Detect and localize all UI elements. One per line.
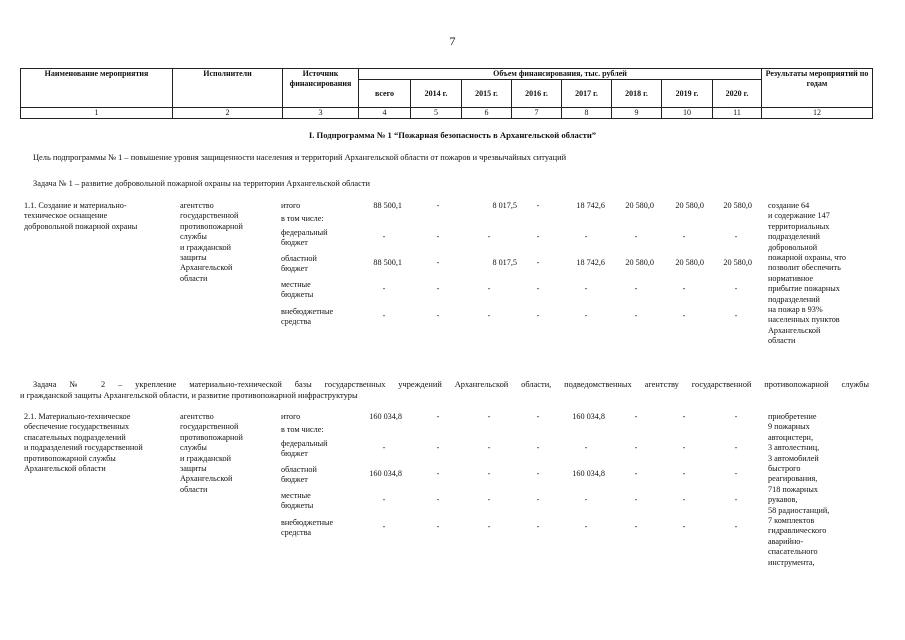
source-label-line: областной: [281, 254, 317, 263]
value-cell: [342, 201, 402, 211]
header-year: 2018 г.: [612, 80, 662, 108]
value-cell-line: -: [634, 522, 638, 531]
measure-executors-line: защиты: [180, 253, 207, 263]
measure-executors-line: службы: [180, 443, 207, 453]
value-cell: [626, 311, 646, 321]
source-label: [281, 425, 356, 435]
value-cell-line: 160 034,8: [572, 412, 605, 421]
value-cell-line: -: [634, 495, 638, 504]
measure-result-line: 58 радиостанций,: [768, 505, 830, 515]
value-cell: [428, 258, 448, 268]
measure-result-line: подразделений: [768, 294, 820, 304]
value-cell-line: -: [382, 232, 386, 241]
value-cell: [576, 443, 596, 453]
measure-result-line: нормативное: [768, 273, 814, 283]
value-cell-line: -: [634, 284, 638, 293]
measure-result-line: области: [768, 336, 796, 346]
measure-executors: [180, 201, 275, 284]
value-cell-line: -: [382, 522, 386, 531]
value-cell: [374, 443, 394, 453]
col-number: 11: [713, 108, 762, 119]
header-volume: Объем финансирования, тыс. рублей: [359, 69, 762, 80]
measure-result-line: пожарной охраны, что: [768, 253, 846, 263]
value-cell: [692, 258, 752, 268]
measure-executors-line: государственной: [180, 211, 239, 221]
source-label: [281, 491, 356, 512]
source-label-line: бюджет: [281, 264, 308, 274]
value-cell-line: -: [382, 284, 386, 293]
measure-executors-line: агентство: [180, 201, 214, 210]
measure-result-line: создание 64: [768, 201, 810, 210]
value-cell: [479, 443, 499, 453]
value-cell-line: -: [436, 522, 440, 531]
value-cell-line: -: [682, 284, 686, 293]
value-cell: [428, 284, 448, 294]
value-cell: [576, 232, 596, 242]
value-cell-line: -: [436, 258, 440, 267]
header-year: 2016 г.: [512, 80, 562, 108]
value-cell: [374, 522, 394, 532]
value-cell-line: -: [487, 495, 491, 504]
source-label: [281, 307, 356, 328]
measure-name-line: добровольной пожарной охраны: [24, 221, 138, 231]
value-cell: [626, 412, 646, 422]
value-cell-line: -: [382, 311, 386, 320]
value-cell: [674, 412, 694, 422]
value-cell: [374, 284, 394, 294]
source-label-line: федеральный: [281, 439, 328, 448]
value-cell: [576, 311, 596, 321]
value-cell-line: -: [487, 232, 491, 241]
value-cell: [626, 495, 646, 505]
value-cell-line: 20 580,0: [723, 258, 752, 267]
value-cell-line: -: [734, 232, 738, 241]
value-cell: [428, 469, 448, 479]
measure-result-line: рукавов,: [768, 495, 798, 505]
col-number: 8: [562, 108, 612, 119]
measure-executors-line: Архангельской: [180, 474, 233, 484]
value-cell-line: -: [734, 495, 738, 504]
value-cell: [674, 522, 694, 532]
value-cell-line: -: [536, 232, 540, 241]
measure-result-line: гидравлического: [768, 526, 827, 536]
source-label-line: итого: [281, 412, 301, 421]
value-cell: [576, 284, 596, 294]
value-cell-line: -: [536, 258, 540, 267]
value-cell: [428, 495, 448, 505]
col-number: 9: [612, 108, 662, 119]
measure-result-line: добровольной: [768, 242, 818, 252]
measure-result-line: прибытие пожарных: [768, 284, 840, 294]
value-cell-line: -: [584, 443, 588, 452]
value-cell-line: 88 500,1: [373, 201, 402, 210]
value-cell: [374, 311, 394, 321]
measure-executors-line: Архангельской: [180, 263, 233, 273]
value-cell: [528, 311, 548, 321]
value-cell-line: -: [436, 201, 440, 210]
source-label-line: бюджет: [281, 475, 308, 485]
measure-name-line: 2.1. Материально-техническое: [24, 412, 131, 421]
value-cell-line: -: [682, 412, 686, 421]
value-cell-line: -: [487, 469, 491, 478]
value-cell-line: -: [682, 469, 686, 478]
value-cell-line: -: [536, 443, 540, 452]
value-cell-line: 88 500,1: [373, 258, 402, 267]
value-cell: [726, 232, 746, 242]
value-cell: [479, 469, 499, 479]
value-cell-line: -: [436, 469, 440, 478]
source-label-line: бюджет: [281, 238, 308, 248]
measure-executors-line: агентство: [180, 412, 214, 421]
section-title: I. Подпрограмма № 1 “Пожарная безопасность в Архангельской области”: [308, 130, 597, 140]
value-cell: [626, 232, 646, 242]
value-cell: [428, 522, 448, 532]
header-source: Источник финансирования: [283, 69, 359, 108]
measure-executors-line: и гражданской: [180, 242, 232, 252]
value-cell-line: -: [536, 469, 540, 478]
value-cell: [626, 522, 646, 532]
header-name: Наименование мероприятия: [21, 69, 173, 108]
value-cell-line: 8 017,5: [492, 258, 517, 267]
measure-executors-line: противопожарной: [180, 432, 243, 442]
value-cell: [528, 284, 548, 294]
measure-result-line: аварийно-: [768, 536, 804, 546]
measure-result-line: реагирования,: [768, 474, 818, 484]
value-cell-line: -: [584, 495, 588, 504]
value-cell-line: -: [634, 232, 638, 241]
col-number: 7: [512, 108, 562, 119]
source-label-line: итого: [281, 201, 301, 210]
value-cell: [692, 201, 752, 211]
value-cell: [674, 232, 694, 242]
measure-result-line: подразделений: [768, 232, 820, 242]
value-cell: [428, 412, 448, 422]
value-cell-line: -: [436, 311, 440, 320]
measure-name-line: Архангельской области: [24, 464, 106, 474]
value-cell-line: -: [682, 522, 686, 531]
measure-executors-line: государственной: [180, 422, 239, 432]
measure-result-line: инструмента,: [768, 557, 815, 567]
source-label-line: областной: [281, 465, 317, 474]
value-cell-line: -: [536, 495, 540, 504]
source-label-line: бюджет: [281, 449, 308, 459]
source-label-line: бюджеты: [281, 290, 314, 300]
source-label-line: внебюджетные: [281, 307, 334, 316]
source-label: [281, 280, 356, 301]
header-table: [20, 68, 873, 119]
header-results: Результаты мероприятий по годам: [762, 69, 873, 108]
header-year: 2019 г.: [662, 80, 713, 108]
value-cell-line: -: [536, 201, 540, 210]
value-cell: [726, 495, 746, 505]
task2-text-line1: Задача № 2 – укрепление материально-технической базы государственных учреждений Архангельской области, подведомственных агентству государственной противопожарной службы: [33, 380, 869, 389]
value-cell: [428, 311, 448, 321]
measure-result-line: на пожар в 93%: [768, 305, 823, 315]
column-numbers-row: [21, 108, 873, 119]
value-cell: [479, 412, 499, 422]
value-cell-line: -: [734, 412, 738, 421]
value-cell-line: -: [634, 443, 638, 452]
value-cell-line: -: [734, 522, 738, 531]
measure-result-line: населенных пунктов: [768, 315, 840, 325]
value-cell: [726, 443, 746, 453]
measure-result-line: 718 пожарных: [768, 484, 818, 494]
measure-name-line: 1.1. Создание и материально-: [24, 201, 127, 210]
measure-result-line: 9 пожарных: [768, 422, 810, 432]
measure-executors-line: и гражданской: [180, 453, 232, 463]
col-number: 1: [21, 108, 173, 119]
value-cell: [726, 284, 746, 294]
measure-result: [768, 412, 878, 568]
value-cell-line: -: [436, 495, 440, 504]
header-year: 2014 г.: [411, 80, 462, 108]
value-cell-line: -: [487, 443, 491, 452]
value-cell: [479, 522, 499, 532]
value-cell-line: -: [634, 469, 638, 478]
value-cell-line: -: [634, 311, 638, 320]
value-cell-line: 20 580,0: [625, 201, 654, 210]
value-cell-line: 20 580,0: [675, 258, 704, 267]
measure-executors: [180, 412, 275, 495]
col-number: 10: [662, 108, 713, 119]
measure-name-line: обеспечение государственных: [24, 422, 130, 432]
measure-executors-line: службы: [180, 232, 207, 242]
measure-result: [768, 201, 878, 347]
value-cell: [674, 284, 694, 294]
value-cell-line: -: [734, 443, 738, 452]
source-label-line: федеральный: [281, 228, 328, 237]
value-cell-line: 18 742,6: [576, 201, 605, 210]
value-cell-line: -: [487, 522, 491, 531]
value-cell: [428, 232, 448, 242]
value-cell: [576, 495, 596, 505]
header-year: 2017 г.: [562, 80, 612, 108]
value-cell-line: -: [436, 232, 440, 241]
measure-executors-line: области: [180, 484, 208, 494]
header-year: 2020 г.: [713, 80, 762, 108]
value-cell: [428, 443, 448, 453]
value-cell: [674, 495, 694, 505]
value-cell-line: -: [382, 495, 386, 504]
value-cell-line: -: [682, 232, 686, 241]
value-cell: [626, 284, 646, 294]
header-executors: Исполнители: [173, 69, 283, 108]
source-label-line: средства: [281, 528, 312, 538]
value-cell: [479, 232, 499, 242]
value-cell: [479, 284, 499, 294]
measure-name-line: техническое оснащение: [24, 211, 108, 221]
value-cell: [342, 469, 402, 479]
value-cell-line: -: [436, 443, 440, 452]
measure-result-line: 3 автомобилей: [768, 453, 819, 463]
value-cell-line: -: [536, 311, 540, 320]
measure-result-line: и содержание 147: [768, 211, 830, 221]
goal-text: Цель подпрограммы № 1 – повышение уровня защищенности населения и территорий Архангельской области от пожаров и чрезвычайных ситуаций: [33, 153, 567, 162]
header-year: 2015 г.: [462, 80, 512, 108]
source-label: [281, 214, 356, 224]
value-cell-line: -: [382, 443, 386, 452]
source-label: [281, 518, 356, 539]
value-cell: [726, 412, 746, 422]
value-cell-line: 20 580,0: [675, 201, 704, 210]
value-cell-line: 160 034,8: [369, 469, 402, 478]
measure-result-line: спасательного: [768, 547, 818, 557]
col-number: 3: [283, 108, 359, 119]
value-cell: [342, 412, 402, 422]
source-label-line: в том числе:: [281, 214, 324, 223]
source-label: [281, 228, 356, 249]
source-label: [281, 439, 356, 460]
measure-name-line: противопожарной службы: [24, 453, 116, 463]
col-number: 12: [762, 108, 873, 119]
measure-name-line: и подразделений государственной: [24, 443, 143, 453]
value-cell: [626, 443, 646, 453]
value-cell: [726, 311, 746, 321]
value-cell-line: -: [734, 284, 738, 293]
value-cell: [342, 258, 402, 268]
value-cell-line: 20 580,0: [625, 258, 654, 267]
value-cell: [626, 469, 646, 479]
measure-executors-line: области: [180, 273, 208, 283]
value-cell: [726, 522, 746, 532]
measure-name: [24, 412, 174, 474]
measure-executors-line: противопожарной: [180, 221, 243, 231]
value-cell: [528, 232, 548, 242]
value-cell: [479, 495, 499, 505]
value-cell-line: -: [584, 284, 588, 293]
value-cell-line: -: [734, 311, 738, 320]
source-label-line: в том числе:: [281, 425, 324, 434]
value-cell-line: -: [436, 284, 440, 293]
measure-result-line: Архангельской: [768, 325, 821, 335]
col-number: 6: [462, 108, 512, 119]
measure-result-line: 3 автолестниц,: [768, 443, 820, 453]
value-cell: [726, 469, 746, 479]
source-label-line: средства: [281, 317, 312, 327]
measure-result-line: приобретение: [768, 412, 817, 421]
col-number: 4: [359, 108, 411, 119]
value-cell-line: -: [436, 412, 440, 421]
value-cell: [528, 522, 548, 532]
value-cell: [576, 522, 596, 532]
value-cell: [674, 443, 694, 453]
source-label-line: бюджеты: [281, 501, 314, 511]
page-number: 7: [449, 34, 456, 48]
value-cell-line: 8 017,5: [492, 201, 517, 210]
col-number: 5: [411, 108, 462, 119]
task1-text: Задача № 1 – развитие добровольной пожарной охраны на территории Архангельской области: [33, 179, 370, 188]
measure-name-line: спасательных подразделений: [24, 432, 126, 442]
measure-result-line: быстрого: [768, 464, 801, 474]
value-cell: [428, 201, 448, 211]
value-cell-line: -: [584, 232, 588, 241]
value-cell: [457, 258, 517, 268]
measure-result-line: 7 комплектов: [768, 516, 815, 526]
value-cell: [674, 311, 694, 321]
value-cell: [545, 412, 605, 422]
value-cell: [528, 495, 548, 505]
value-cell-line: -: [536, 412, 540, 421]
measure-result-line: автоцистерн,: [768, 432, 813, 442]
task2-text-line2: и гражданской защиты Архангельской области, и развитие противопожарной инфраструктуры: [20, 391, 358, 400]
value-cell-line: -: [682, 495, 686, 504]
measure-result-line: позволит обеспечить: [768, 263, 841, 273]
value-cell-line: -: [536, 522, 540, 531]
value-cell: [374, 495, 394, 505]
value-cell-line: -: [734, 469, 738, 478]
value-cell-line: 160 034,8: [369, 412, 402, 421]
value-cell-line: -: [634, 412, 638, 421]
value-cell-line: -: [682, 311, 686, 320]
value-cell-line: 18 742,6: [576, 258, 605, 267]
value-cell-line: -: [487, 284, 491, 293]
value-cell-line: 160 034,8: [572, 469, 605, 478]
value-cell: [457, 201, 517, 211]
value-cell-line: -: [584, 522, 588, 531]
col-number: 2: [173, 108, 283, 119]
source-label-line: внебюджетные: [281, 518, 334, 527]
value-cell: [674, 469, 694, 479]
header-year: всего: [359, 80, 411, 108]
measure-name: [24, 201, 174, 232]
value-cell-line: -: [536, 284, 540, 293]
value-cell-line: -: [487, 412, 491, 421]
value-cell-line: -: [487, 311, 491, 320]
value-cell-line: 20 580,0: [723, 201, 752, 210]
measure-executors-line: защиты: [180, 464, 207, 474]
source-label-line: местные: [281, 491, 311, 500]
value-cell: [528, 443, 548, 453]
value-cell: [479, 311, 499, 321]
value-cell-line: -: [682, 443, 686, 452]
source-label-line: местные: [281, 280, 311, 289]
value-cell: [545, 469, 605, 479]
value-cell-line: -: [584, 311, 588, 320]
measure-result-line: территориальных: [768, 221, 830, 231]
value-cell: [374, 232, 394, 242]
